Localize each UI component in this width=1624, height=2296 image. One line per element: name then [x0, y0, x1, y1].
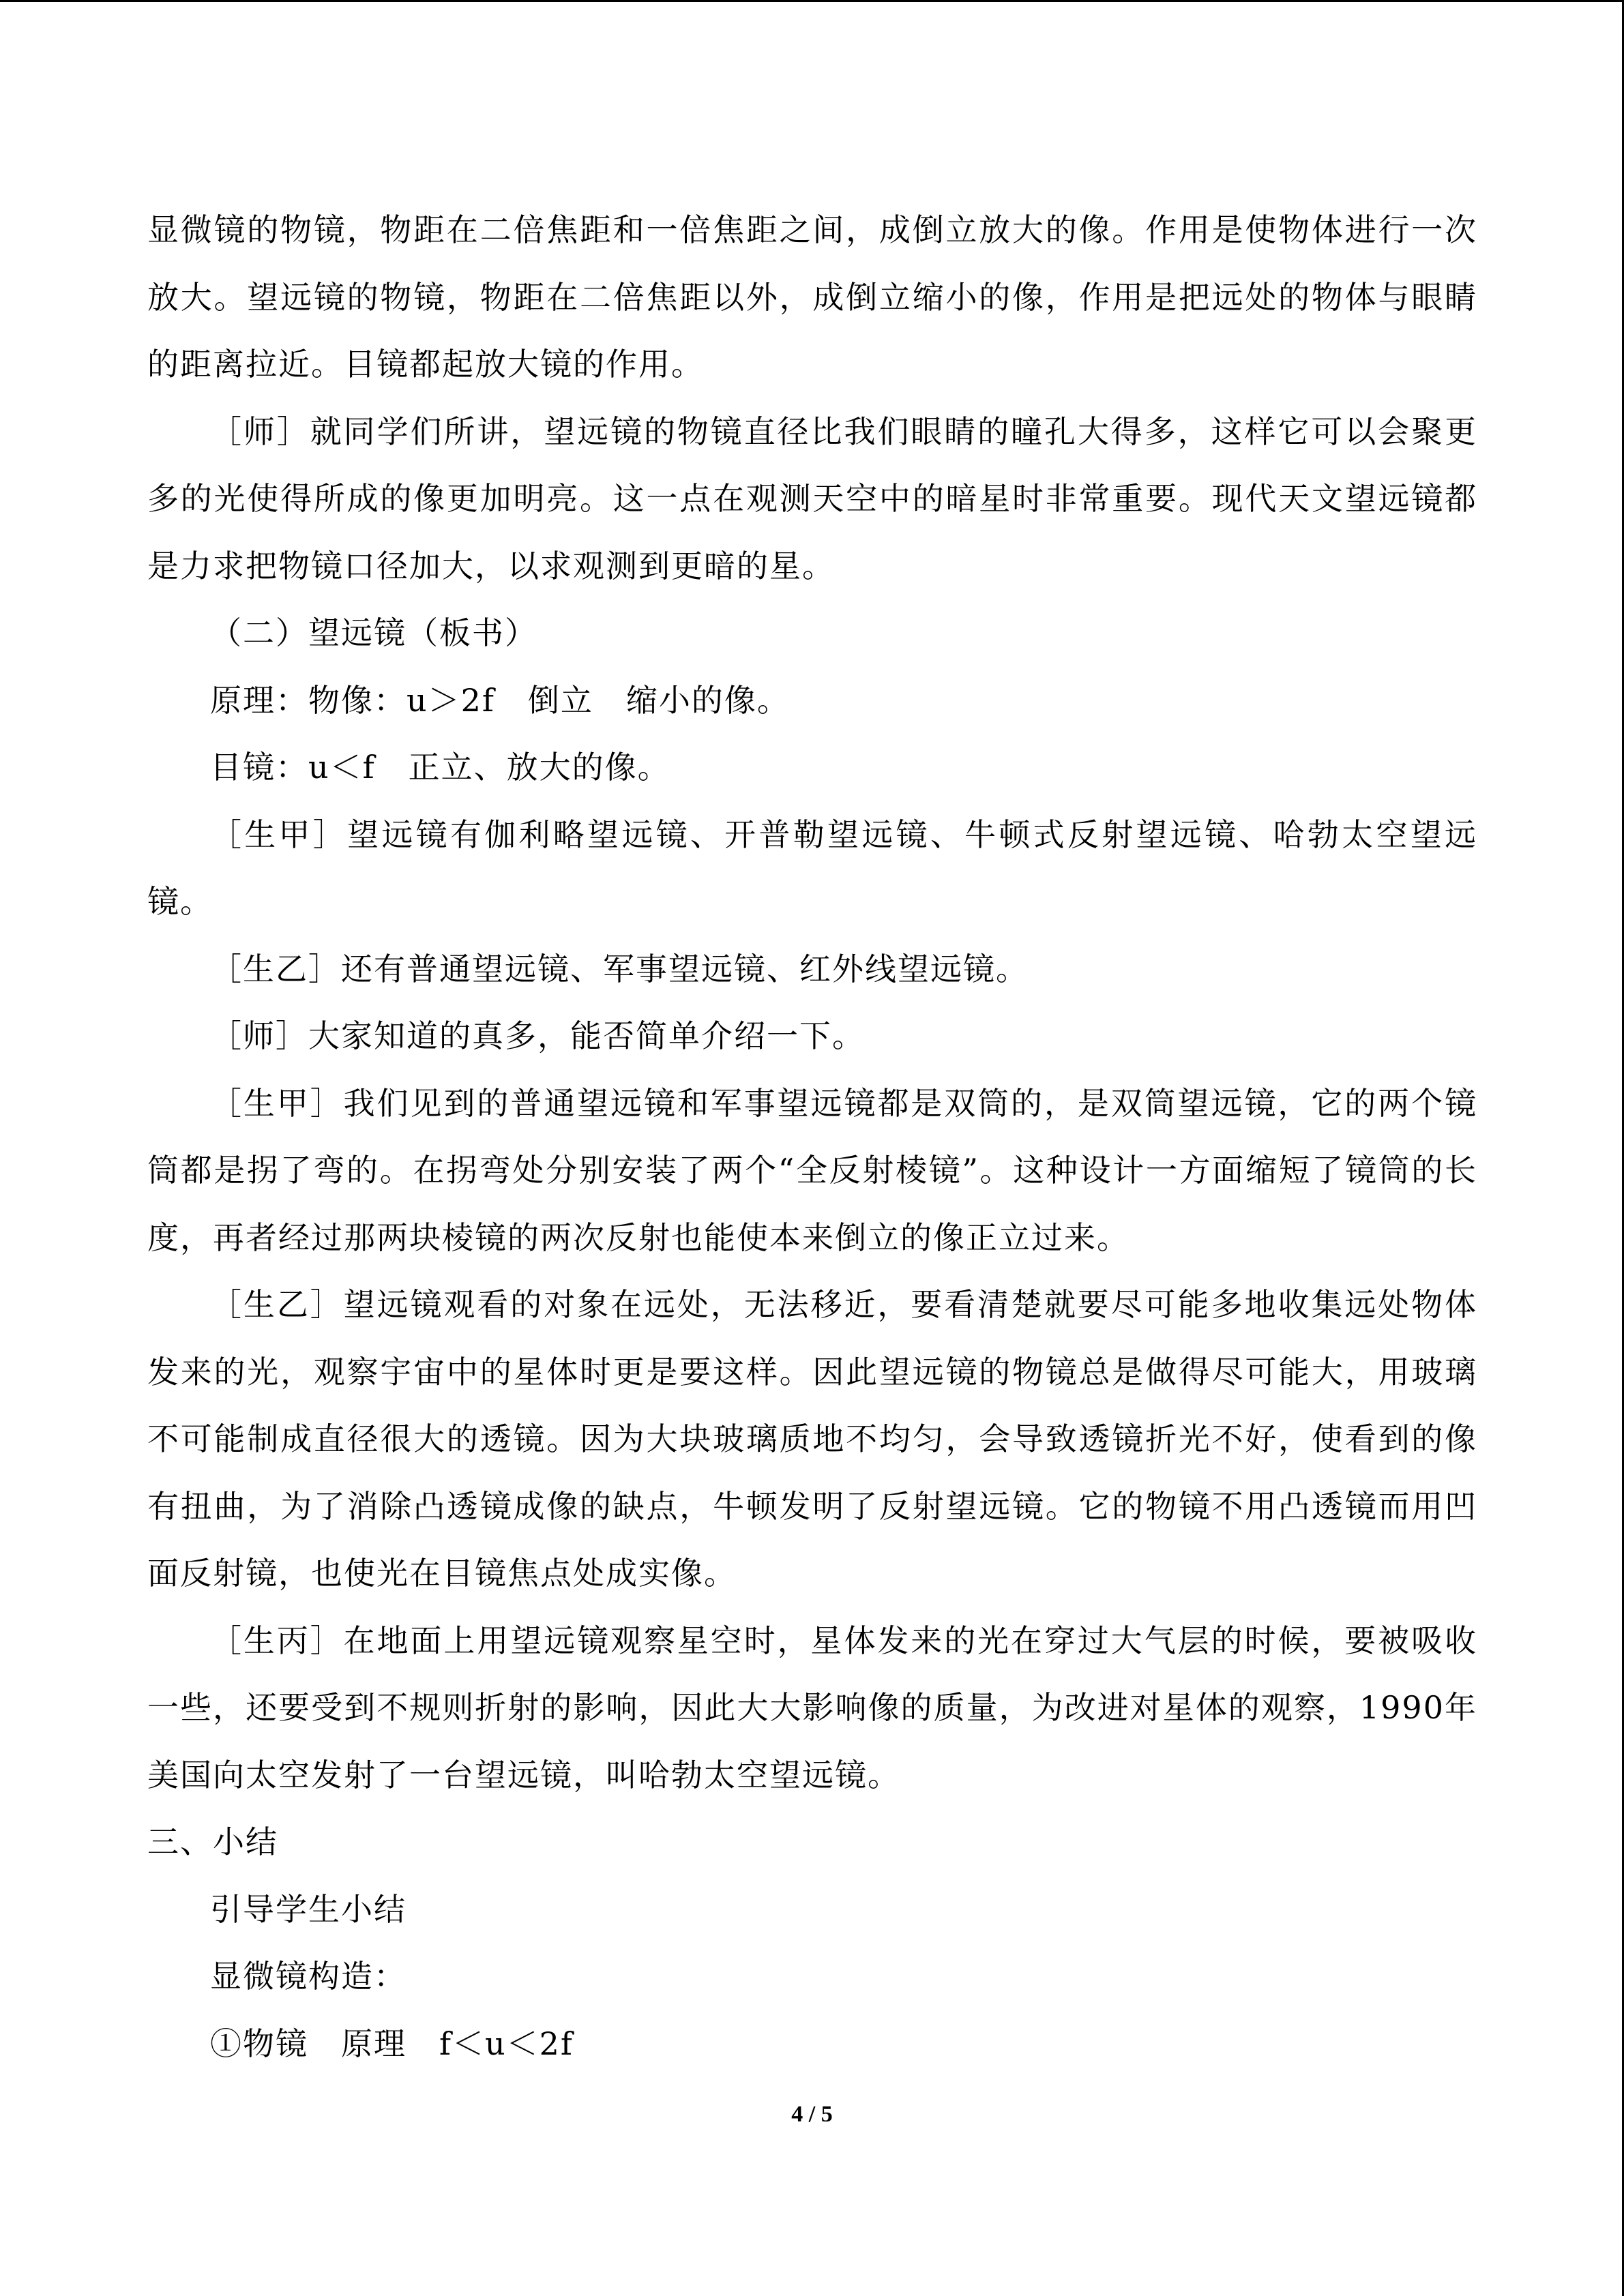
paragraph-teacher-ask: ［师］大家知道的真多，能否简单介绍一下。 [210, 1017, 865, 1054]
summary-microscope-structure: 显微镜构造： [210, 1958, 407, 1995]
paragraph-objective-lens-summary: 显微镜的物镜，物距在二倍焦距和一倍焦距之间，成倒立放大的像。作用是使物体进行一次放大。望远镜的物镜，物距在二倍焦距以外，成倒立缩小的像，作用是把远处的物体与眼睛的距离拉近。目镜都起放大镜的作用。 [147, 211, 1477, 383]
paragraph-teacher-remark: ［师］就同学们所讲，望远镜的物镜直径比我们眼睛的瞳孔大得多，这样它可以会聚更多的光使得所成的像更加明亮。这一点在观测天空中的暗星时非常重要。现代天文望远镜都是力求把物镜口径加大，以求观测到更暗的星。 [147, 413, 1477, 584]
principle-objective: 原理：物像：u＞2f 倒立 缩小的像。 [210, 681, 790, 719]
paragraph-student-c-hubble: ［生丙］在地面上用望远镜观察星空时，星体发来的光在穿过大气层的时候，要被吸收一些，还要受到不规则折射的影响，因此大大影响像的质量，为改进对星体的观察，1990年美国向太空发射了一台望远镜，叫哈勃太空望远镜。 [147, 1622, 1477, 1793]
page-body [147, 196, 1477, 2077]
paragraph-student-a-binocular: ［生甲］我们见到的普通望远镜和军事望远镜都是双筒的，是双筒望远镜，它的两个镜筒都是拐了弯的。在拐弯处分别安装了两个“全反射棱镜”。这种设计一方面缩短了镜筒的长度，再者经过那两块棱镜的两次反射也能使本来倒立的像正立过来。 [147, 1084, 1477, 1256]
section-heading-telescope: （二）望远镜（板书） [210, 614, 537, 651]
page-number: 4 / 5 [791, 2102, 833, 2127]
page-border-top [0, 0, 1624, 2]
summary-objective-principle: ①物镜 原理 f＜u＜2f [210, 2025, 574, 2062]
paragraph-student-a-types: ［生甲］望远镜有伽利略望远镜、开普勒望远镜、牛顿式反射望远镜、哈勃太空望远镜。 [147, 816, 1477, 920]
paragraph-student-b-reflector: ［生乙］望远镜观看的对象在远处，无法移近，要看清楚就要尽可能多地收集远处物体发来的光，观察宇宙中的星体时更是要这样。因此望远镜的物镜总是做得尽可能大，用玻璃不可能制成直径很大的透镜。因为大块玻璃质地不均匀，会导致透镜折光不好，使看到的像有扭曲，为了消除凸透镜成像的缺点，牛顿发明了反射望远镜。它的物镜不用凸透镜而用凹面反射镜，也使光在目镜焦点处成实像。 [147, 1286, 1477, 1592]
summary-guide: 引导学生小结 [210, 1890, 407, 1928]
paragraph-student-b-types: ［生乙］还有普通望远镜、军事望远镜、红外线望远镜。 [210, 950, 1029, 987]
section-heading-summary: 三、小结 [147, 1823, 278, 1860]
principle-eyepiece: 目镜：u＜f 正立、放大的像。 [210, 749, 670, 786]
